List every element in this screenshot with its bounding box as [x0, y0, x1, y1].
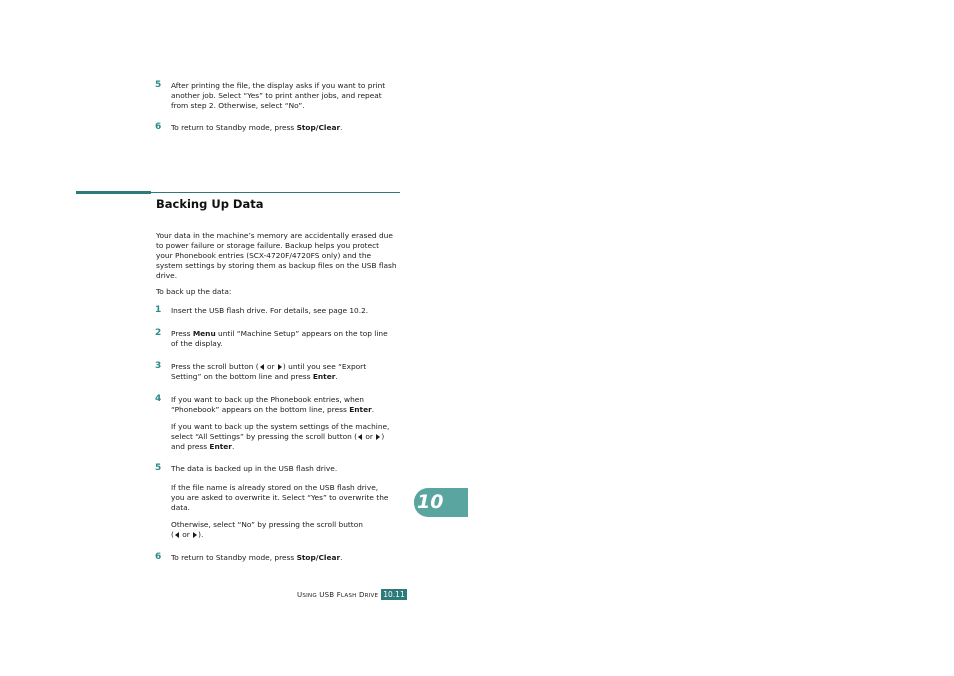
step-text: If you want to back up the system settings of the machine, select “All Settings” by pressing the scroll button ( or ) and press Enter. — [171, 422, 390, 451]
step-text: To return to Standby mode, press Stop/Clear. — [171, 123, 343, 132]
step-text: The data is backed up in the USB flash drive. — [171, 464, 338, 473]
step-text: To return to Standby mode, press Stop/Clear. — [171, 553, 343, 562]
footer-chapter-title: USING USB FLASH DRIVE — [297, 591, 379, 599]
page-number: 10.11 — [381, 589, 407, 600]
lead-text: To back up the data: — [156, 287, 232, 296]
step-text: If the file name is already stored on the USB flash drive, you are asked to overwrite it. Select “Yes” to overwrite the data. — [171, 483, 389, 512]
scroll-left-icon — [260, 364, 264, 370]
step-number: 2 — [155, 328, 162, 338]
scroll-right-icon — [193, 532, 197, 538]
step-number: 1 — [155, 305, 162, 315]
scroll-right-icon — [376, 434, 380, 440]
scroll-left-icon — [358, 434, 362, 440]
step-text: After printing the file, the display asks if you want to print another job. Select “Yes” to print anther jobs, and repeat from step 2. Otherwise, select “No”. — [171, 81, 386, 110]
section-heading: Backing Up Data — [156, 197, 264, 211]
step-text: If you want to back up the Phonebook entries, when “Phonebook” appears on the bottom line, press Enter. — [171, 395, 375, 414]
step-text: Insert the USB flash drive. For details, see page 10.2. — [171, 306, 369, 315]
step-number: 6 — [155, 552, 162, 562]
scroll-right-icon — [278, 364, 282, 370]
step-text: Press the scroll button ( or ) until you see “Export Setting” on the bottom line and press Enter. — [171, 362, 367, 381]
step-number: 3 — [155, 361, 162, 371]
step-text: Otherwise, select “No” by pressing the scroll button ( or ). — [171, 520, 363, 539]
step-number: 4 — [155, 394, 162, 404]
step-number: 5 — [155, 463, 162, 473]
step-text: Press Menu until “Machine Setup” appears on the top line of the display. — [171, 329, 388, 348]
chapter-number: 10 — [417, 491, 444, 513]
scroll-left-icon — [175, 532, 179, 538]
section-rule-accent — [76, 191, 151, 194]
step-number: 5 — [155, 80, 162, 90]
step-number: 6 — [155, 122, 162, 132]
intro-paragraph: Your data in the machine’s memory are accidentally erased due to power failure or storage failure. Backup helps you protect your Phonebook entries (SCX-4720F/4720FS only) and the system settings by storing them as backup files on the USB flash drive. — [156, 231, 397, 280]
